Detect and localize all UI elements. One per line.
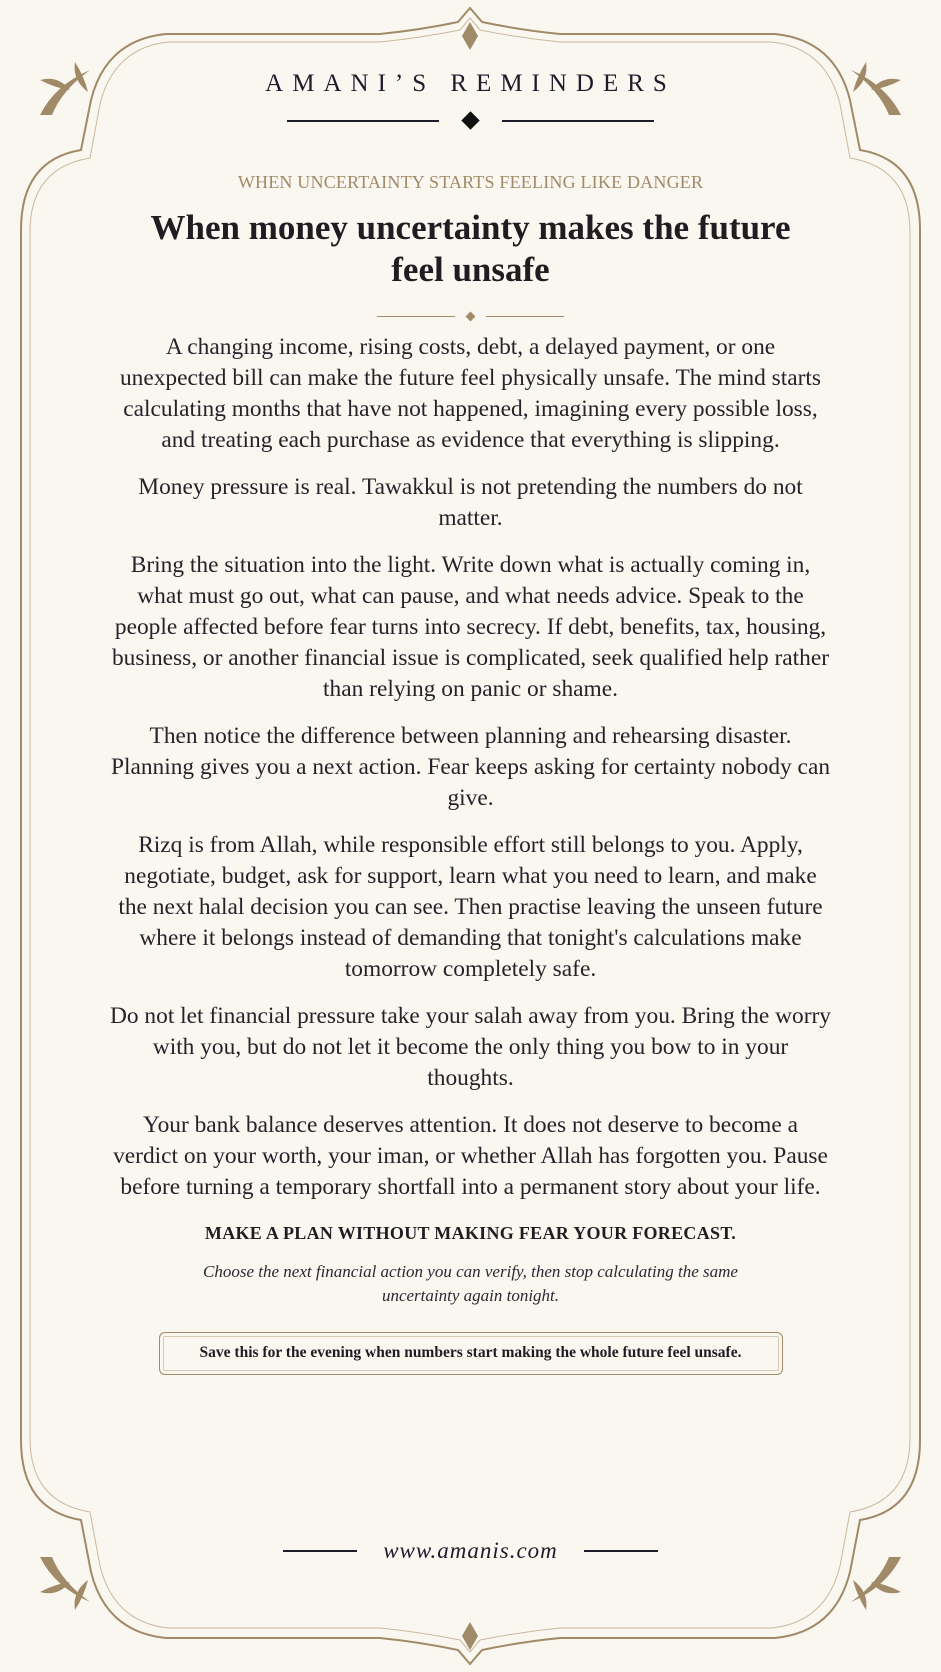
footer-line-right xyxy=(584,1550,658,1552)
divider-line-right xyxy=(502,120,654,122)
diamond-icon xyxy=(461,111,479,129)
footer-line-left xyxy=(283,1550,357,1552)
cta-subtext: Choose the next financial action you can verify, then stop calculating the same uncertainty again tonight. xyxy=(203,1262,738,1305)
article xyxy=(110,172,831,1375)
paragraph: Rizq is from Allah, while responsible effort still belongs to you. Apply, negotiate, budget, ask for support, learn what you need to learn, and make the next halal decision you can see. Then practise leaving the unseen future where it belongs instead of demanding that tonight's calculations make tomorrow completely safe. xyxy=(118,832,823,982)
paragraph: Bring the situation into the light. Write down what is actually coming in, what must go out, what can pause, and what needs advice. Speak to the people affected before fear turns into secrecy. If debt, benefits, tax, housing, business, or another financial issue is complicated, seek qualified help rather than relying on panic or shame. xyxy=(111,552,830,702)
paragraph: A changing income, rising costs, debt, a delayed payment, or one unexpected bill can make the future feel physically unsafe. The mind starts calculating months that have not happened, imagining every possible loss, and treating each purchase as evidence that everything is slipping. xyxy=(119,334,822,453)
kicker: WHEN UNCERTAINTY STARTS FEELING LIKE DANGER xyxy=(237,172,704,192)
paragraph: Money pressure is real. Tawakkul is not pretending the numbers do not matter. xyxy=(138,474,803,531)
header xyxy=(0,70,941,127)
paragraph: Your bank balance deserves attention. It does not deserve to become a verdict on your worth, your iman, or whether Allah has forgotten you. Pause before turning a temporary shortfall into a permanent story about your life. xyxy=(113,1112,828,1200)
small-diamond-icon xyxy=(466,312,476,322)
paragraph: Do not let financial pressure take your salah away from you. Bring the worry with you, but do not let it become the only thing you bow to in your thoughts. xyxy=(110,1003,831,1091)
page-title: When money uncertainty makes the future feel unsafe xyxy=(150,208,791,289)
paragraph: Then notice the difference between planning and rehearsing disaster. Planning gives you a next action. Fear keeps asking for certainty nobody can give. xyxy=(110,723,831,811)
divider-line-left xyxy=(287,120,439,122)
brand-title: AMANI’S REMINDERS xyxy=(265,70,676,97)
website-url: www.amanis.com xyxy=(383,1538,558,1563)
corner-flourish-bl xyxy=(40,1557,90,1610)
footer xyxy=(0,1538,941,1564)
title-ornament xyxy=(110,313,831,320)
cta-heading: MAKE A PLAN WITHOUT MAKING FEAR YOUR FORECAST. xyxy=(204,1223,737,1243)
corner-flourish-br xyxy=(851,1557,901,1610)
top-diamond-ornament xyxy=(462,22,478,50)
save-note-box: Save this for the evening when numbers start making the whole future feel unsafe. xyxy=(159,1332,783,1375)
brand-divider xyxy=(0,114,941,127)
